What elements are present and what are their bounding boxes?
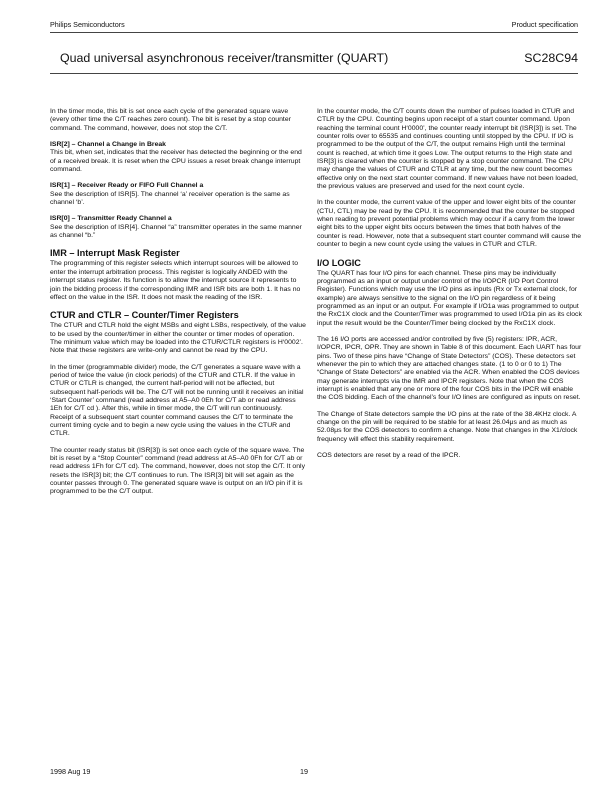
right-column	[317, 108, 583, 468]
isr2-section	[50, 141, 306, 174]
ctur-heading: CTUR and CTLR – Counter/Timer Registers	[50, 310, 239, 321]
header-top-rule	[50, 32, 578, 33]
ctur-body-1: The CTUR and CTLR hold the eight MSBs and eight LSBs, respectively, of the value to be used by the counter/timer in either the counter or timer modes of operation. The minimum value which may be loaded into the CTUR/CTLR registers is H‘0002’. Note that these registers are write-only and cannot be read by the CPU.	[50, 322, 306, 355]
imr-body: The programming of this register selects which interrupt sources will be allowed to enter the interrupt arbitration process. This register is logically ANDED with the interrupt status register. Its function is to allow the interrupt source it represents to join the bidding process if the corresponding IMR and ISR bits are both 1. It has no effect on the value in the ISR. It does not mask the reading of the ISR.	[50, 260, 301, 301]
company-name: Philips Semiconductors	[50, 20, 125, 29]
isr0-body: See the description of ISR[4]. Channel “a” transmitter operates in the same manner as channel “b.”	[50, 223, 302, 240]
isr2-body: This bit, when set, indicates that the receiver has detected the beginning or the end of a received break. It is reset when the CPU issues a reset break change interrupt command.	[50, 149, 302, 174]
part-number: SC28C94	[524, 51, 578, 65]
io-logic-body-4: COS detectors are reset by a read of the IPCR.	[317, 452, 461, 460]
counter-mode-paragraph: In the counter mode, the C/T counts down the number of pulses loaded in CTUR and CTLR by the CPU. Counting begins upon receipt of a start counter command. Upon reaching the terminal count H‘0000’, the counter ready interrupt bit (ISR[3]) is set. The counter rolls over to 65535 and continues counting until stopped by the CPU. If I/O is programmed to be the output of the C/T, the output remains High until the terminal count is reached, at which time it goes Low. The output returns to the High state and ISR[3] is cleared when the counter is stopped by a stop counter command. The CPU may change the values of CTUR and CTLR at any time, but the new count becomes effective only on the next start counter command. If new values have not been loaded, the previous values are preserved and used for the next count cycle.	[317, 108, 578, 191]
counter-read-paragraph: In the counter mode, the current value of the upper and lower eight bits of the counter (CTU, CTL) may be read by the CPU. It is recommended that the counter be stopped when reading to prevent potential problems which may occur if a carry from the lower eight bits to the upper eight bits occurs between the times that both halves of the counter is read. However, note that a subsequent start counter command will cause the counter to begin a new count cycle using the values in CTUR and CTLR.	[317, 199, 582, 249]
footer-date: 1998 Aug 19	[50, 767, 91, 776]
isr1-section	[50, 182, 306, 207]
header-bottom-rule	[50, 73, 578, 74]
io-logic-body-3: The Change of State detectors sample the I/O pins at the rate of the 38.4KHz clock. A change on the pin will be required to be stable for at least 26.04μs and as much as 52.08μs for the COS detectors to confirm a change. Note that changes in the X1/clock frequency will effect this stability requirement.	[317, 410, 578, 443]
isr0-section	[50, 215, 306, 240]
io-logic-body-1: The QUART has four I/O pins for each channel. These pins may be individually programmed as an input or output under control of the I/OPCR (I/O Port Control Register). Functions which may use the I/O pins as inputs (Rx or Tx external clock, for example) are always sensitive to the signal on the I/O pin regardless of it being programmed as an input or an output. For example if I/O1a was programmed to output the RxC1X clock and the Counter/Timer was programmed to used I/O1a pin as its clock input the result would be the Counter/Timer being clocked by the RxC1X clock.	[317, 269, 582, 327]
page-number: 19	[300, 767, 308, 776]
ctur-body-2: In the timer (programmable divider) mode, the C/T generates a square wave with a period of twice the value (in clock periods) of the CTUR and CTLR. If the value in CTUR or CTLR is changed, the current half-period will not be affected, but subsequent half-periods will be. The C/T will not be running until it receives an initial ‘Start Counter’ command (read address at A5–A0 0Eh for C/T ab or read address 1Eh for C/T cd ). After this, while in timer mode, the C/T will run continuously. Receipt of a subsequent start counter command causes the C/T to terminate the current timing cycle and to begin a new cycle using the values in the CTUR and CTLR.	[50, 363, 304, 438]
io-logic-heading: I/O LOGIC	[317, 257, 361, 268]
isr2-heading: ISR[2] – Channel a Change in Break	[50, 141, 166, 149]
imr-heading: IMR – Interrupt Mask Register	[50, 248, 180, 259]
timer-mode-paragraph: In the timer mode, this bit is set once each cycle of the generated square wave (every other time the C/T reaches zero count). The bit is reset by a stop counter command. The command, however, does not stop the C/T.	[50, 108, 291, 132]
isr1-heading: ISR[1] – Receiver Ready or FIFO Full Channel a	[50, 182, 204, 190]
document-title: Quad universal asynchronous receiver/transmitter (QUART)	[60, 51, 389, 65]
isr0-heading: ISR[0] – Transmitter Ready Channel a	[50, 215, 172, 223]
ctur-body-3: The counter ready status bit (ISR[3]) is set once each cycle of the square wave. The bit is reset by a “Stop Counter” command (read address at A5–A0 0Fh for C/T ab or read address 1Fh for C/T cd). The command, however, does not stop the C/T. It only resets the ISR[3] bit; the C/T continues to run. The ISR[3] bit will set again as the counter passes through 0. The generated square wave is output on an I/O pin if it is programmed to be the C/T output.	[50, 446, 305, 496]
isr1-body: See the description of ISR[5]. The channel ‘a’ receiver operation is the same as channel ‘b’.	[50, 190, 290, 207]
io-logic-body-2: The 16 I/O ports are accessed and/or controlled by five (5) registers: IPR, ACR, I/OPCR, IPCR, OPR. They are shown in Table 8 of this document. Each UART has four pins. Two of these pins have “Change of State Detectors” (COS). These detectors set whenever the pin to which they are attached changes state. (1 to 0 or 0 to 1) The “Change of State Detectors” are enabled via the ACR. When enabled the COS devices may generate interrupts via the IMR and IPCR registers. Note that when the COS interrupt is enabled that any one or more of the four COS bits in the IPCR will enable the COS bidding. Each of the channel’s four I/O lines are configured as inputs on reset.	[317, 335, 582, 402]
document-type: Product specification	[511, 20, 578, 29]
left-column	[50, 108, 306, 505]
